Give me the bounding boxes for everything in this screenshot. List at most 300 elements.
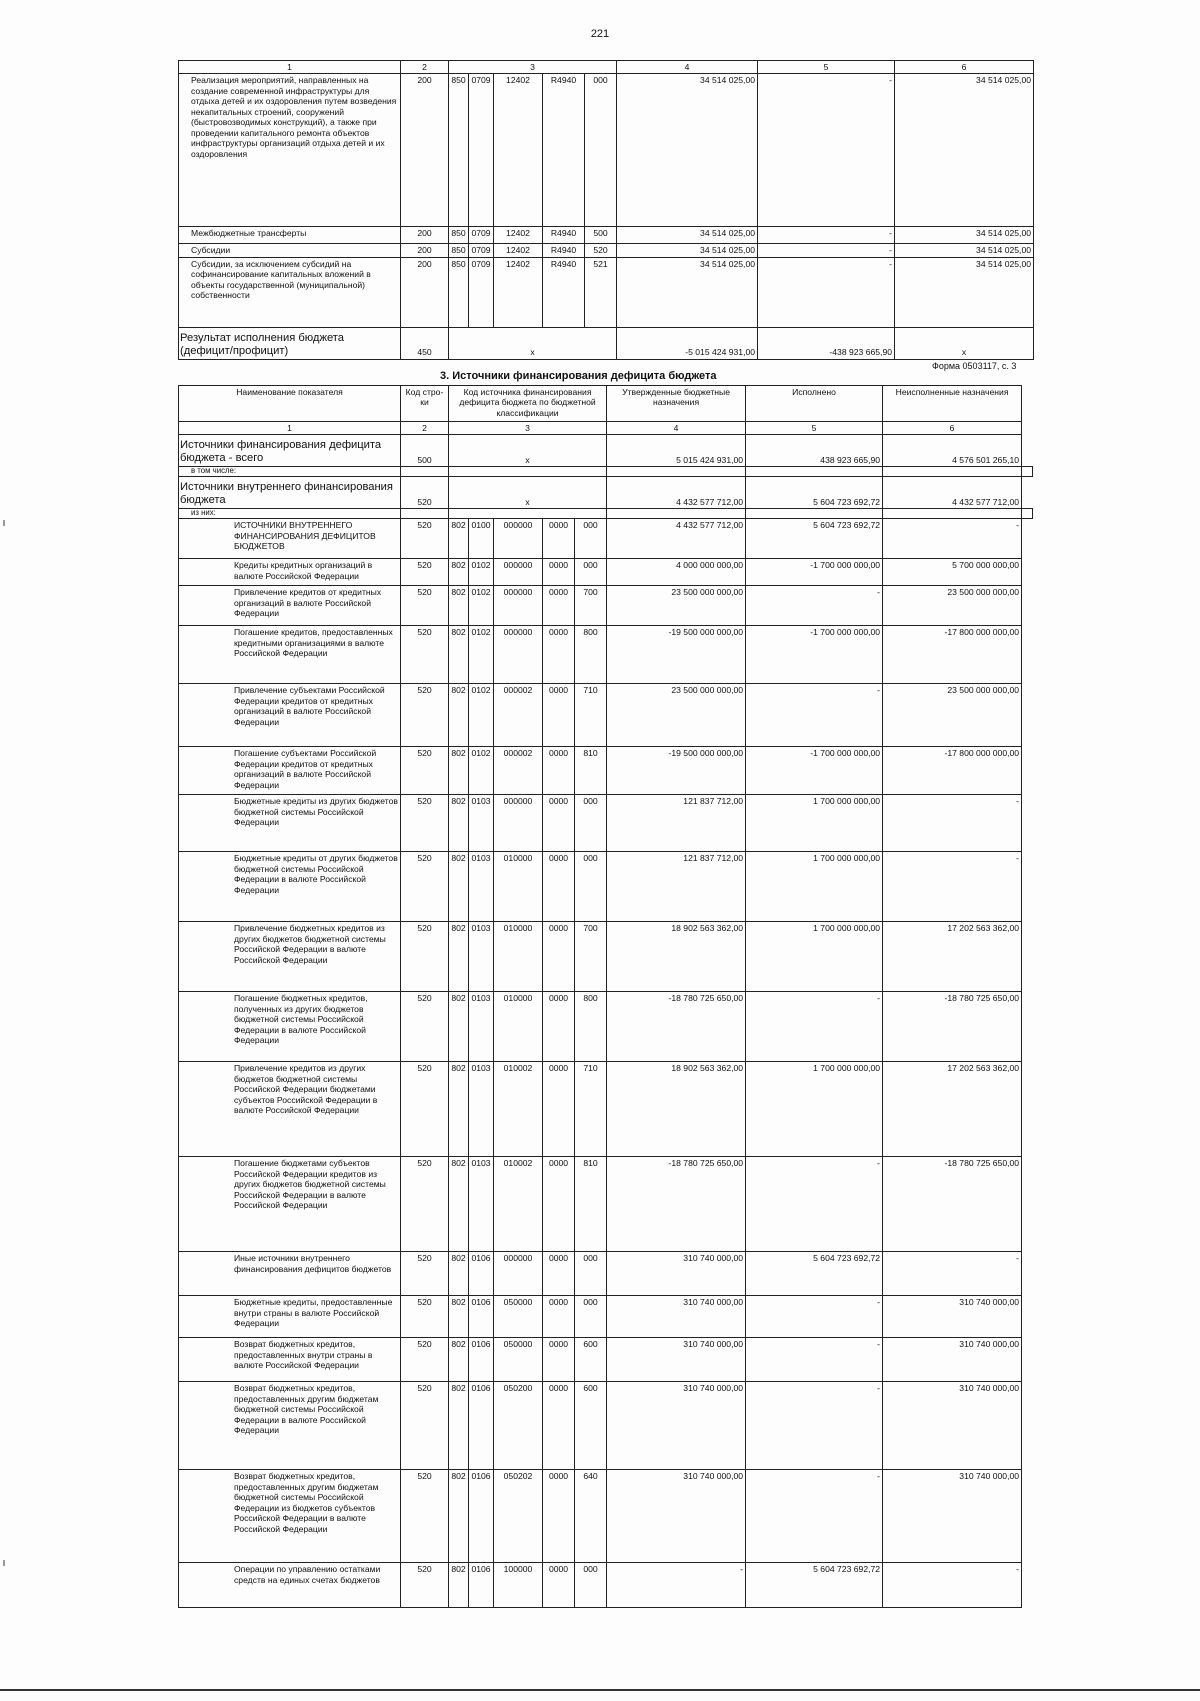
code-part: 000 [575,1296,607,1338]
column-number: 5 [746,422,883,435]
executed-amount: - [746,684,883,747]
code-part: 000 [585,74,617,227]
of-them-label-row [179,509,1033,519]
line-code: 200 [401,257,449,327]
margin-mark [3,1560,5,1566]
column-header: Утвержденные бюджетные назначения [607,386,746,422]
executed-amount: 5 604 723 692,72 [746,1252,883,1296]
line-code: 520 [401,747,449,795]
row-name: Возврат бюджетных кредитов, предоставленных другим бюджетам бюджетной системы Российской Федерации из бюджетов субъектов Российской Федерации в валюте Российской Федерации [179,1470,401,1563]
unexecuted-amount: - [883,1563,1022,1608]
table-row [179,1296,1033,1338]
code-part: 0709 [469,227,494,244]
margin-mark [3,520,5,526]
code-part: 000 [575,795,607,852]
code-part: R4940 [543,257,585,327]
table-row [179,1338,1033,1382]
table-cell [401,467,449,477]
code-part: 12402 [494,227,543,244]
code-part: 800 [575,992,607,1062]
table-row [179,1382,1033,1470]
approved-amount: 34 514 025,00 [617,74,758,227]
row-name: Погашение бюджетных кредитов, полученных из других бюджетов бюджетной системы Российской Федерации в валюте Российской Федерации [179,992,401,1062]
row-name: Возврат бюджетных кредитов, предоставленных другим бюджетам бюджетной системы Российской Федерации в валюте Российской Федерации [179,1382,401,1470]
column-number: 3 [449,61,617,74]
approved-amount: 310 740 000,00 [607,1296,746,1338]
unexecuted-amount: - [883,1252,1022,1296]
code-part: 0106 [469,1296,494,1338]
code-part: 0102 [469,684,494,747]
code-part: 710 [575,1062,607,1157]
column-header: Код стро-ки [401,386,449,422]
code-part: 0000 [543,747,575,795]
column-number: 6 [883,422,1022,435]
approved-amount: 310 740 000,00 [607,1338,746,1382]
approved-amount: -19 500 000 000,00 [607,626,746,684]
row-name: Погашение бюджетами субъектов Российской Федерации кредитов из других бюджетов бюджетной системы Российской Федерации в валюте Российской Федерации [179,1157,401,1252]
code-part: x [449,327,617,359]
row-name: Реализация мероприятий, направленных на создание современной инфраструктуры для отдыха детей и их оздоровления путем возведения некапитальных строений, сооружений (быстровозводимых конструкций), а также при проведении капитального ремонта объектов инфраструктуры организаций отдыха детей и их оздоровления [179,74,401,227]
line-code: 520 [401,477,449,509]
code-part: 0000 [543,795,575,852]
approved-amount: - [607,1563,746,1608]
code-part: 000 [575,852,607,922]
unexecuted-amount: -18 780 725 650,00 [883,992,1022,1062]
table-row [179,74,1034,227]
table-cell [883,509,1022,519]
code-part: 12402 [494,74,543,227]
code-part: 0000 [543,684,575,747]
line-code: 520 [401,1563,449,1608]
code-part: 802 [449,1157,469,1252]
code-part: 0100 [469,519,494,559]
row-name: Привлечение кредитов из других бюджетов бюджетной системы Российской Федерации бюджетами субъектов Российской Федерации в валюте Российской Федерации [179,1062,401,1157]
code-part: 0000 [543,1296,575,1338]
code-part: 0000 [543,852,575,922]
executed-amount: -438 923 665,90 [758,327,895,359]
row-name: Кредиты кредитных организаций в валюте Российской Федерации [179,559,401,586]
column-number: 5 [758,61,895,74]
executed-amount: - [758,227,895,244]
code-part: 050000 [494,1338,543,1382]
table-cell [1022,509,1033,519]
approved-amount: 4 432 577 712,00 [607,519,746,559]
code-part: 000000 [494,519,543,559]
unexecuted-amount: 23 500 000 000,00 [883,586,1022,626]
executed-amount: -1 700 000 000,00 [746,747,883,795]
table-row [179,519,1033,559]
code-part: 0000 [543,992,575,1062]
sources-table [178,385,1033,1608]
line-code: 520 [401,1296,449,1338]
line-code: 520 [401,1062,449,1157]
table-row [179,1252,1033,1296]
table-row [179,1062,1033,1157]
approved-amount: 4 432 577 712,00 [607,477,746,509]
row-name: Погашение субъектами Российской Федерации кредитов от кредитных организаций в валюте Российской Федерации [179,747,401,795]
code-part: 0103 [469,852,494,922]
line-code: 520 [401,795,449,852]
page-bottom-rule [0,1689,1200,1691]
approved-amount: -19 500 000 000,00 [607,747,746,795]
executed-amount: - [746,1157,883,1252]
executed-amount: -1 700 000 000,00 [746,559,883,586]
code-part: 000 [575,559,607,586]
code-part: 700 [575,922,607,992]
table-row [179,227,1034,244]
code-part: 0709 [469,74,494,227]
total-row [179,435,1033,467]
column-number: 2 [401,61,449,74]
code-part: 600 [575,1382,607,1470]
code-part: 810 [575,1157,607,1252]
code-part: 0106 [469,1563,494,1608]
line-code: 520 [401,626,449,684]
code-part: x [449,435,607,467]
line-code: 200 [401,74,449,227]
code-part: 802 [449,1062,469,1157]
code-part: 0103 [469,1157,494,1252]
code-part: R4940 [543,74,585,227]
approved-amount: 310 740 000,00 [607,1470,746,1563]
approved-amount: 34 514 025,00 [617,227,758,244]
column-header: Исполнено [746,386,883,422]
executed-amount: 5 604 723 692,72 [746,519,883,559]
approved-amount: 18 902 563 362,00 [607,922,746,992]
approved-amount: -18 780 725 650,00 [607,992,746,1062]
code-part: 0000 [543,1062,575,1157]
code-part: 0103 [469,922,494,992]
unexecuted-amount: 17 202 563 362,00 [883,1062,1022,1157]
executed-amount: 1 700 000 000,00 [746,852,883,922]
code-part: 802 [449,747,469,795]
column-number-row [179,422,1033,435]
column-header: Код источника финансирования дефицита бюджета по бюджетной классификации [449,386,607,422]
approved-amount: 34 514 025,00 [617,244,758,257]
code-part: 0000 [543,1338,575,1382]
row-name: Привлечение субъектами Российской Федерации кредитов от кредитных организаций в валюте Российской Федерации [179,684,401,747]
unexecuted-amount: 34 514 025,00 [895,227,1034,244]
code-part: 0102 [469,626,494,684]
code-part: 010000 [494,922,543,992]
table-row [179,684,1033,747]
code-part: 12402 [494,244,543,257]
code-part: R4940 [543,244,585,257]
code-part: 802 [449,922,469,992]
line-code: 520 [401,1157,449,1252]
row-name: Погашение кредитов, предоставленных кредитными организациями в валюте Российской Федерации [179,626,401,684]
approved-amount: 4 000 000 000,00 [607,559,746,586]
code-part: 0000 [543,922,575,992]
table-row [179,992,1033,1062]
code-part: 802 [449,1296,469,1338]
code-part: 802 [449,519,469,559]
table-cell [607,467,746,477]
table-row [179,586,1033,626]
code-part: 802 [449,1382,469,1470]
line-code: 500 [401,435,449,467]
code-part: 700 [575,586,607,626]
code-part: 000000 [494,626,543,684]
line-code: 520 [401,1338,449,1382]
code-part: 000000 [494,1252,543,1296]
column-number-row [179,61,1034,74]
approved-amount: 121 837 712,00 [607,795,746,852]
code-part: 710 [575,684,607,747]
executed-amount: - [746,586,883,626]
code-part: 802 [449,586,469,626]
row-name: Бюджетные кредиты из других бюджетов бюджетной системы Российской Федерации [179,795,401,852]
code-part: 000002 [494,747,543,795]
code-part: 010000 [494,852,543,922]
code-part: 000000 [494,559,543,586]
code-part: 600 [575,1338,607,1382]
approved-amount: -5 015 424 931,00 [617,327,758,359]
unexecuted-amount: 34 514 025,00 [895,244,1034,257]
code-part: 0106 [469,1252,494,1296]
line-code: 520 [401,992,449,1062]
code-part: 802 [449,1338,469,1382]
code-part: R4940 [543,227,585,244]
line-code: 520 [401,1382,449,1470]
approved-amount: 34 514 025,00 [617,257,758,327]
table-row [179,244,1034,257]
code-part: 000 [575,1563,607,1608]
code-part: 500 [585,227,617,244]
row-name: Операции по управлению остатками средств на единых счетах бюджетов [179,1563,401,1608]
unexecuted-amount: 310 740 000,00 [883,1382,1022,1470]
row-name: Субсидии, за исключением субсидий на софинансирование капитальных вложений в объекты государственной (муниципальной) собственности [179,257,401,327]
code-part: 0000 [543,586,575,626]
executed-amount: 5 604 723 692,72 [746,1563,883,1608]
code-part: 000002 [494,684,543,747]
table-cell [449,467,607,477]
unexecuted-amount: 34 514 025,00 [895,74,1034,227]
code-part: 850 [449,257,469,327]
executed-amount: -1 700 000 000,00 [746,626,883,684]
line-code: 520 [401,684,449,747]
executed-amount: 1 700 000 000,00 [746,922,883,992]
code-part: 0000 [543,1382,575,1470]
code-part: 802 [449,626,469,684]
executed-amount: - [758,244,895,257]
line-code: 520 [401,519,449,559]
row-name: Привлечение кредитов от кредитных организаций в валюте Российской Федерации [179,586,401,626]
table-cell [449,509,607,519]
code-part: 0000 [543,1563,575,1608]
line-code: 520 [401,922,449,992]
table-row [179,1157,1033,1252]
row-name: ИСТОЧНИКИ ВНУТРЕННЕГО ФИНАНСИРОВАНИЯ ДЕФИЦИТОВ БЮДЖЕТОВ [179,519,401,559]
code-part: 802 [449,852,469,922]
code-part: 802 [449,559,469,586]
code-part: 0000 [543,1252,575,1296]
code-part: 000000 [494,795,543,852]
approved-amount: 18 902 563 362,00 [607,1062,746,1157]
internal-row [179,477,1033,509]
code-part: 810 [575,747,607,795]
code-part: 000 [575,519,607,559]
form-label: Форма 0503117, с. 3 [932,361,1017,371]
executed-amount: - [746,1296,883,1338]
code-part: 850 [449,227,469,244]
unexecuted-amount: 4 576 501 265,10 [883,435,1022,467]
code-part: 0106 [469,1470,494,1563]
table-row [179,922,1033,992]
row-name: Возврат бюджетных кредитов, предоставленных внутри страны в валюте Российской Федерации [179,1338,401,1382]
approved-amount: 310 740 000,00 [607,1252,746,1296]
approved-amount: 23 500 000 000,00 [607,684,746,747]
code-part: 0103 [469,1062,494,1157]
table-row [179,257,1034,327]
approved-amount: 121 837 712,00 [607,852,746,922]
executed-amount: - [746,1470,883,1563]
column-number: 3 [449,422,607,435]
header-row [179,386,1033,422]
expenditures-table [178,60,1034,360]
including-label-row [179,467,1033,477]
unexecuted-amount: 34 514 025,00 [895,257,1034,327]
unexecuted-amount: -17 800 000 000,00 [883,626,1022,684]
code-part: 0102 [469,559,494,586]
unexecuted-amount: -17 800 000 000,00 [883,747,1022,795]
page-number: 221 [590,28,610,40]
table-cell [401,509,449,519]
unexecuted-amount: - [883,852,1022,922]
code-part: 802 [449,684,469,747]
row-name: Субсидии [179,244,401,257]
code-part: 010002 [494,1157,543,1252]
code-part: 802 [449,795,469,852]
line-code: 200 [401,244,449,257]
code-part: 050000 [494,1296,543,1338]
table-cell [883,467,1022,477]
row-name: Межбюджетные трансферты [179,227,401,244]
table-row [179,1563,1033,1608]
code-part: 850 [449,74,469,227]
column-number: 2 [401,422,449,435]
column-number: 4 [617,61,758,74]
row-name: Бюджетные кредиты от других бюджетов бюджетной системы Российской Федерации в валюте Российской Федерации [179,852,401,922]
unexecuted-amount: 4 432 577 712,00 [883,477,1022,509]
section-title: 3. Источники финансирования дефицита бюджета [440,370,717,382]
column-number: 1 [179,61,401,74]
code-part: 0103 [469,992,494,1062]
unexecuted-amount: 17 202 563 362,00 [883,922,1022,992]
code-part: 0000 [543,519,575,559]
table-row [179,626,1033,684]
code-part: 802 [449,1470,469,1563]
table-row [179,559,1033,586]
table-row [179,852,1033,922]
table-row [179,1470,1033,1563]
approved-amount: 23 500 000 000,00 [607,586,746,626]
unexecuted-amount: 23 500 000 000,00 [883,684,1022,747]
code-part: 802 [449,992,469,1062]
code-part: 0709 [469,244,494,257]
approved-amount: 310 740 000,00 [607,1382,746,1470]
row-name: Источники финансирования дефицита бюджета - всего [179,435,401,467]
table-cell [746,509,883,519]
unexecuted-amount: 5 700 000 000,00 [883,559,1022,586]
unexecuted-amount: x [895,327,1034,359]
code-part: 802 [449,1252,469,1296]
code-part: 010002 [494,1062,543,1157]
line-code: 520 [401,1470,449,1563]
code-part: 0102 [469,747,494,795]
line-code: 520 [401,1252,449,1296]
executed-amount: - [758,74,895,227]
table-cell [607,509,746,519]
unexecuted-amount: 310 740 000,00 [883,1296,1022,1338]
code-part: 010000 [494,992,543,1062]
line-code: 520 [401,586,449,626]
code-part: x [449,477,607,509]
approved-amount: 5 015 424 931,00 [607,435,746,467]
column-number: 6 [895,61,1034,74]
row-label: из них: [179,509,401,519]
line-code: 450 [401,327,449,359]
executed-amount: 438 923 665,90 [746,435,883,467]
row-name: Привлечение бюджетных кредитов из других бюджетов бюджетной системы Российской Федерации в валюте Российской Федерации [179,922,401,992]
executed-amount: - [758,257,895,327]
code-part: 521 [585,257,617,327]
unexecuted-amount: - [883,519,1022,559]
code-part: 050202 [494,1470,543,1563]
row-name: Результат исполнения бюджета (дефицит/профицит) [179,327,401,359]
executed-amount: - [746,1338,883,1382]
code-part: 800 [575,626,607,684]
executed-amount: 1 700 000 000,00 [746,1062,883,1157]
unexecuted-amount: 310 740 000,00 [883,1338,1022,1382]
table-row [179,795,1033,852]
row-name: Иные источники внутреннего финансирования дефицитов бюджетов [179,1252,401,1296]
line-code: 520 [401,852,449,922]
result-row [179,327,1034,359]
executed-amount: - [746,1382,883,1470]
table-cell [746,467,883,477]
code-part: 0106 [469,1382,494,1470]
code-part: 0102 [469,586,494,626]
code-part: 100000 [494,1563,543,1608]
approved-amount: -18 780 725 650,00 [607,1157,746,1252]
row-label: в том числе: [179,467,401,477]
executed-amount: 5 604 723 692,72 [746,477,883,509]
column-header: Неисполненные назначения [883,386,1022,422]
code-part: 0000 [543,559,575,586]
code-part: 850 [449,244,469,257]
column-number: 1 [179,422,401,435]
table-cell [1022,467,1033,477]
line-code: 520 [401,559,449,586]
code-part: 0709 [469,257,494,327]
code-part: 640 [575,1470,607,1563]
unexecuted-amount: 310 740 000,00 [883,1470,1022,1563]
code-part: 0000 [543,626,575,684]
unexecuted-amount: - [883,795,1022,852]
table-row [179,747,1033,795]
row-name: Источники внутреннего финансирования бюджета [179,477,401,509]
unexecuted-amount: -18 780 725 650,00 [883,1157,1022,1252]
code-part: 12402 [494,257,543,327]
code-part: 050200 [494,1382,543,1470]
column-number: 4 [607,422,746,435]
code-part: 0106 [469,1338,494,1382]
code-part: 000000 [494,586,543,626]
code-part: 0000 [543,1157,575,1252]
column-header: Наименование показателя [179,386,401,422]
code-part: 0000 [543,1470,575,1563]
